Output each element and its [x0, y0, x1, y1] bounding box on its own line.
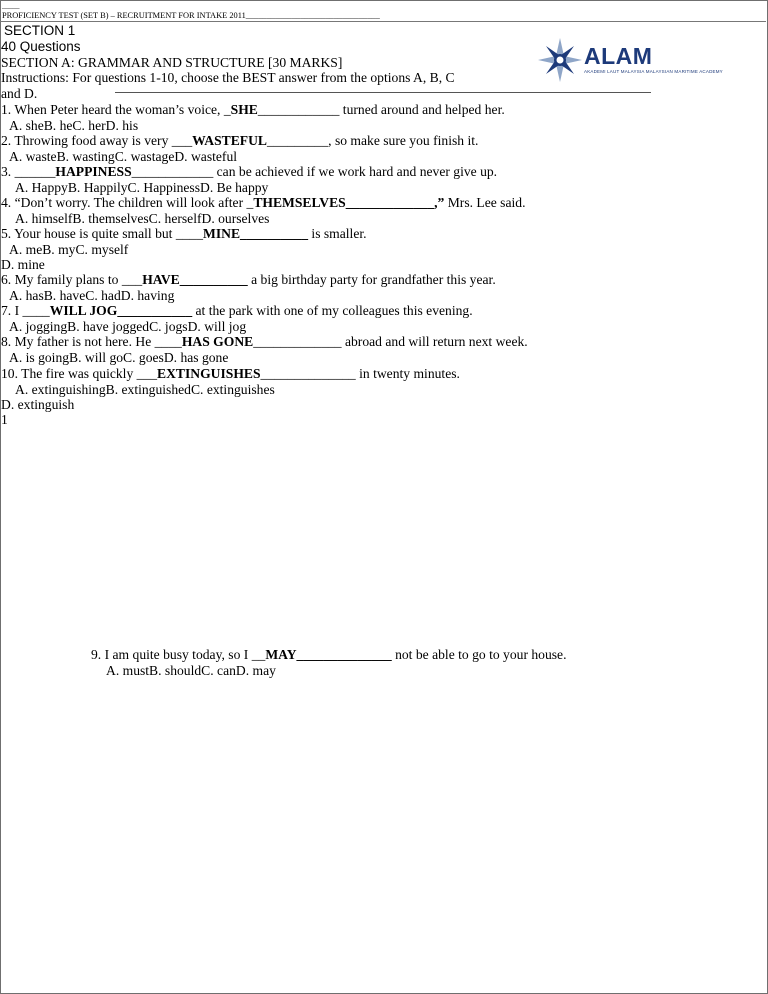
- instructions-line-2: and D.: [1, 86, 38, 101]
- question-9-options: A. mustB. shouldC. canD. may: [106, 663, 276, 678]
- question-7-options: A. joggingB. have joggedC. jogsD. will jog: [9, 319, 247, 334]
- alam-logo-name: ALAM: [584, 43, 653, 69]
- question-10: 10. The fire was quickly ___EXTINGUISHES______________ in twenty minutes.: [1, 366, 460, 381]
- question-6-options: A. hasB. haveC. hadD. having: [9, 288, 175, 303]
- question-4: 4. “Don’t worry. The children will look after _THEMSELVES_____________,” Mrs. Lee said.: [1, 195, 526, 210]
- header-proficiency-line: PROFICIENCY TEST (SET B) – RECRUITMENT FOR INTAKE 2011________________________________: [2, 11, 380, 20]
- question-9: 9. I am quite busy today, so I __MAY______________ not be able to go to your house.: [91, 647, 567, 662]
- instructions-line-1: Instructions: For questions 1-10, choose the BEST answer from the options A, B, C: [1, 70, 455, 85]
- question-1: 1. When Peter heard the woman’s voice, _SHE____________ turned around and helped her.: [1, 102, 505, 117]
- alam-logo-subtitle: AKADEMI LAUT MALAYSIA MALAYSIAN MARITIME ACADEMY: [584, 69, 723, 74]
- page-number: 1: [1, 412, 8, 427]
- question-8-options: A. is goingB. will goC. goesD. has gone: [9, 350, 229, 365]
- question-3: 3. ______HAPPINESS____________ can be achieved if we work hard and never give up.: [1, 164, 498, 179]
- instructions-rule: [115, 92, 651, 93]
- question-10-options: A. extinguishingB. extinguishedC. extinguishes: [15, 382, 275, 397]
- header-small-top: _____: [2, 2, 20, 10]
- question-5-option-d: D. mine: [1, 257, 45, 272]
- section-title: SECTION 1: [4, 23, 76, 38]
- header-divider: [0, 21, 766, 22]
- question-1-options: A. sheB. heC. herD. his: [9, 118, 139, 133]
- question-6: 6. My family plans to ___HAVE__________ a big birthday party for grandfather this year.: [1, 272, 496, 287]
- question-3-options: A. HappyB. HappilyC. HappinessD. Be happy: [15, 180, 269, 195]
- question-2-options: A. wasteB. wastingC. wastageD. wasteful: [9, 149, 238, 164]
- question-5: 5. Your house is quite small but ____MINE__________ is smaller.: [1, 226, 367, 241]
- question-2: 2. Throwing food away is very ___WASTEFUL_________, so make sure you finish it.: [1, 133, 479, 148]
- question-7: 7. I ____WILL JOG___________ at the park with one of my colleagues this evening.: [1, 303, 473, 318]
- section-subtitle: SECTION A: GRAMMAR AND STRUCTURE [30 MARKS]: [1, 55, 343, 70]
- question-4-options: A. himselfB. themselvesC. herselfD. ourselves: [15, 211, 270, 226]
- question-count: 40 Questions: [1, 39, 81, 54]
- question-8: 8. My father is not here. He ____HAS GONE_____________ abroad and will return next week.: [1, 334, 528, 349]
- question-10-option-d: D. extinguish: [1, 397, 75, 412]
- question-5-options: A. meB. myC. myself: [9, 242, 129, 257]
